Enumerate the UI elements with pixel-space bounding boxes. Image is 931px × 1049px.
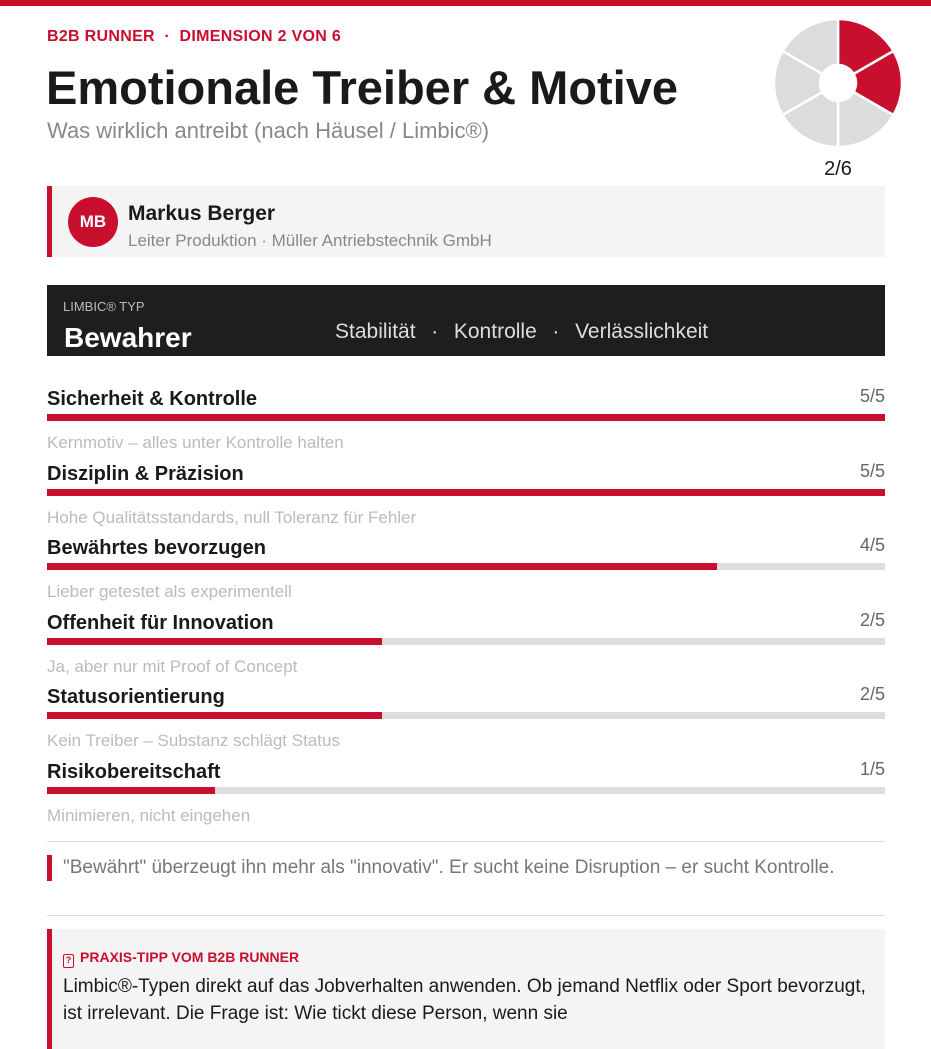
motive-name: Bewährtes bevorzugen xyxy=(47,537,266,559)
tip-text: Limbic®-Typen direkt auf das Jobverhalten anwenden. Ob jemand Netflix oder Sport bevorzugt, ist irrelevant. Die Frage ist: Wie tickt diese Person, wenn sie xyxy=(63,976,866,1024)
progress-label: 2/6 xyxy=(824,158,852,180)
motive-description: Kein Treiber – Substanz schlägt Status xyxy=(47,731,340,750)
motive-bar-fill xyxy=(47,787,215,794)
motive-description: Ja, aber nur mit Proof of Concept xyxy=(47,656,298,676)
motive-bar-fill xyxy=(47,414,885,421)
motive-score: 1/5 xyxy=(859,758,885,779)
motive-description: Hohe Qualitätsstandards, null Toleranz für Fehler xyxy=(47,507,417,527)
motive-bar-fill xyxy=(47,638,382,645)
motive-score: 5/5 xyxy=(859,386,885,406)
motive-name: Risikobereitschaft xyxy=(47,760,221,783)
motive-bar-fill xyxy=(47,712,382,719)
motive-name: Sicherheit & Kontrolle xyxy=(47,388,258,410)
motive-bar-track xyxy=(47,414,885,421)
motive-bar-fill xyxy=(47,489,885,496)
motive-description: Minimieren, nicht eingehen xyxy=(47,805,251,825)
limbic-type-banner xyxy=(47,285,885,356)
limbic-traits: Stabilität · Kontrolle · Verlässlichkeit xyxy=(335,320,709,343)
divider xyxy=(47,841,885,842)
dimension-progress-wheel xyxy=(774,19,902,147)
motive-description: Kernmotiv – alles unter Kontrolle halten xyxy=(47,433,344,452)
motive-bar-track xyxy=(47,563,885,570)
breadcrumb: B2B RUNNER · DIMENSION 2 VON 6 xyxy=(47,28,342,45)
motive-score: 2/5 xyxy=(859,684,885,704)
motive-name: Disziplin & Präzision xyxy=(47,462,244,485)
motive-name: Statusorientierung xyxy=(47,686,225,708)
page-subtitle: Was wirklich antreibt (nach Häusel / Limbic®) xyxy=(47,118,490,143)
question-icon: ? xyxy=(63,954,74,968)
motive-score: 2/5 xyxy=(859,609,885,630)
motive-bar-fill xyxy=(47,563,717,570)
motive-bar-track xyxy=(47,638,885,645)
page-title: Emotionale Treiber & Motive xyxy=(46,61,679,114)
tip-heading xyxy=(63,949,299,968)
limbic-type-name: Bewahrer xyxy=(64,322,192,353)
motive-score: 4/5 xyxy=(859,535,885,555)
motive-description: Lieber getestet als experimentell xyxy=(47,582,292,601)
divider xyxy=(47,915,885,916)
top-accent-bar xyxy=(0,0,931,6)
tip-heading-text: PRAXIS-TIPP VOM B2B RUNNER xyxy=(80,949,300,965)
person-name: Markus Berger xyxy=(128,202,276,225)
motive-score: 5/5 xyxy=(859,460,885,481)
motive-bar-track xyxy=(47,787,885,794)
motive-name: Offenheit für Innovation xyxy=(47,611,274,634)
person-card xyxy=(47,186,885,257)
motive-bar-track xyxy=(47,712,885,719)
person-role: Leiter Produktion · Müller Antriebstechnik GmbH xyxy=(128,231,492,250)
practice-tip xyxy=(47,929,885,1049)
limbic-type-label: LIMBIC® TYP xyxy=(63,299,145,314)
motive-bar-track xyxy=(47,489,885,496)
avatar: MB xyxy=(68,197,118,247)
insight-quote: "Bewährt" überzeugt ihn mehr als "innovativ". Er sucht keine Disruption – er sucht Kontrolle. xyxy=(47,855,885,881)
